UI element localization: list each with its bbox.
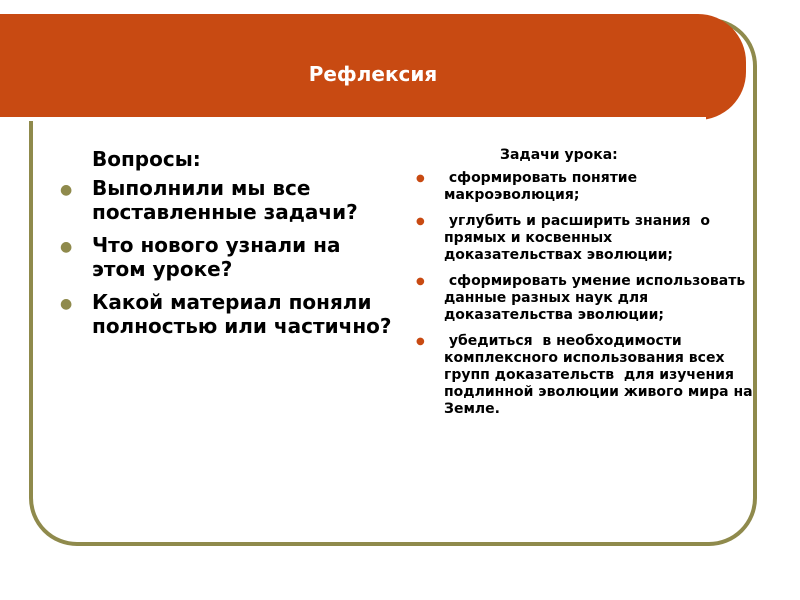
list-item: ● сформировать понятие макроэволюция;	[416, 170, 642, 203]
title-underline	[0, 117, 706, 121]
bullet-icon: ●	[416, 276, 425, 287]
list-item: ● сформировать умение использовать данные разных наук для доказательства эволюции;	[416, 273, 751, 323]
bullet-icon: ●	[416, 216, 425, 227]
lesson-goals-column	[408, 146, 758, 427]
goals-heading: Задачи урока:	[500, 147, 618, 163]
list-item: ● Выполнили мы все поставленные задачи?	[60, 176, 358, 224]
list-item: ● Какой материал поняли полностью или частично?	[60, 290, 392, 338]
questions-column	[58, 146, 398, 347]
slide-title: Рефлексия	[308, 62, 438, 86]
list-item: ● убедиться в необходимости комплексного использования всех групп доказательств для изучения подлинной эволюции живого мира на Земле.	[416, 333, 758, 417]
title-banner	[0, 14, 746, 120]
bullet-icon: ●	[60, 182, 73, 198]
questions-list	[58, 176, 398, 338]
bullet-icon: ●	[416, 173, 425, 184]
bullet-icon: ●	[60, 239, 73, 255]
goals-list	[408, 170, 758, 418]
list-item: ● углубить и расширить знания о прямых и косвенных доказательствах эволюции;	[416, 213, 715, 263]
bullet-icon: ●	[416, 336, 425, 347]
list-item: ● Что нового узнали на этом уроке?	[60, 233, 341, 281]
bullet-icon: ●	[60, 296, 73, 312]
questions-heading: Вопросы:	[92, 147, 201, 171]
